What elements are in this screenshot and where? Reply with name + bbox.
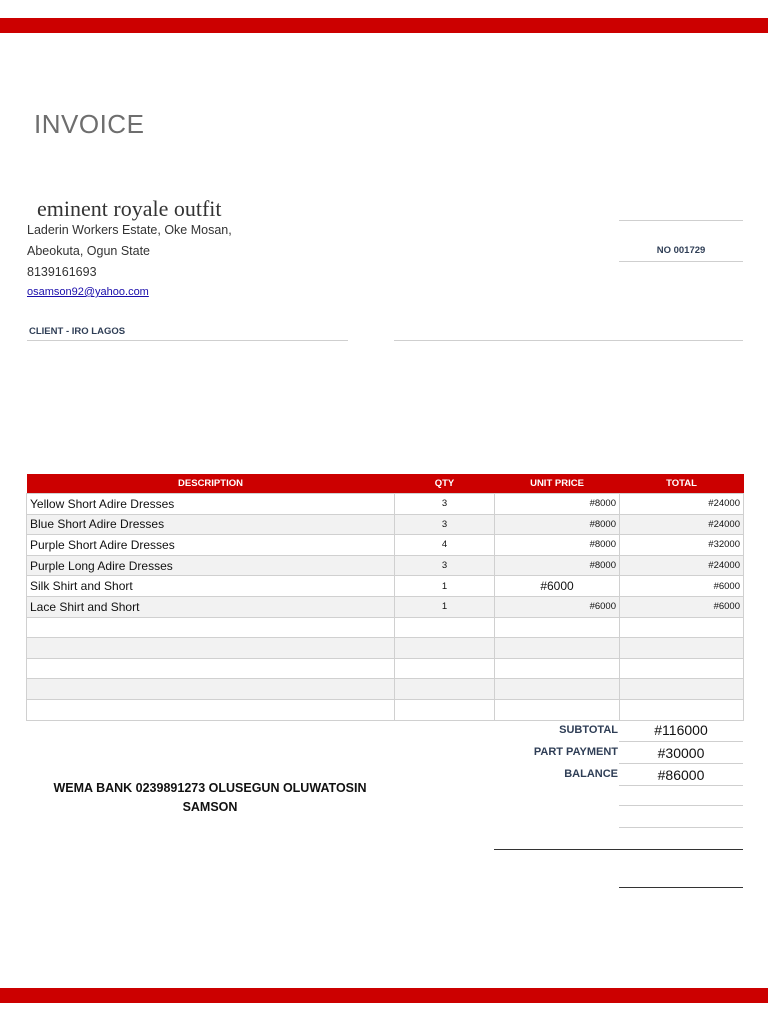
client-underline (27, 340, 348, 341)
cell-total (620, 679, 744, 700)
invoice-title: INVOICE (34, 109, 145, 139)
cell-total (620, 699, 744, 720)
email-link[interactable]: osamson92@yahoo.com (27, 286, 149, 298)
table-row (27, 699, 744, 720)
items-table (26, 474, 744, 721)
cell-total (620, 638, 744, 659)
table-row (27, 576, 744, 597)
cell-description (27, 699, 395, 720)
cell-total (620, 658, 744, 679)
cell-description (27, 679, 395, 700)
cell-qty (395, 638, 495, 659)
invoice-top-line (619, 220, 743, 221)
column-header-qty: QTY (395, 474, 495, 494)
cell-unit-price: #6000 (495, 576, 620, 597)
table-row (27, 514, 744, 535)
table-row (27, 596, 744, 617)
date-line (619, 887, 743, 888)
cell-total: #6000 (620, 576, 744, 597)
column-header-description: DESCRIPTION (27, 474, 395, 494)
subtotal-value: #116000 (654, 722, 708, 738)
cell-total: #24000 (620, 514, 744, 535)
cell-total (620, 617, 744, 638)
top-band (0, 18, 768, 33)
cell-total: #6000 (620, 596, 744, 617)
invoice-number: NO 001729 (656, 245, 706, 256)
cell-unit-price: #6000 (495, 596, 620, 617)
cell-qty: 1 (395, 576, 495, 597)
summary-line-5 (619, 827, 743, 828)
cell-unit-price: #8000 (495, 535, 620, 556)
part-payment-label: PART PAYMENT (533, 746, 618, 758)
cell-qty (395, 679, 495, 700)
cell-unit-price (495, 638, 620, 659)
cell-description (27, 658, 395, 679)
cell-total: #32000 (620, 535, 744, 556)
cell-description: Purple Long Adire Dresses (27, 555, 395, 576)
cell-description: Yellow Short Adire Dresses (27, 494, 395, 515)
bank-line-1: WEMA BANK 0239891273 OLUSEGUN OLUWATOSIN (53, 781, 367, 795)
table-row (27, 535, 744, 556)
table-row (27, 658, 744, 679)
cell-description: Purple Short Adire Dresses (27, 535, 395, 556)
column-header-total: TOTAL (620, 474, 744, 494)
signature-line (494, 849, 743, 850)
cell-unit-price (495, 658, 620, 679)
cell-qty (395, 658, 495, 679)
part-payment-value: #30000 (657, 745, 705, 761)
balance-underline (619, 785, 743, 786)
cell-description (27, 617, 395, 638)
cell-unit-price (495, 617, 620, 638)
bank-line-2: SAMSON (182, 800, 238, 814)
balance-label: BALANCE (564, 768, 618, 780)
cell-description: Silk Shirt and Short (27, 576, 395, 597)
cell-description: Blue Short Adire Dresses (27, 514, 395, 535)
table-row (27, 555, 744, 576)
cell-qty (395, 617, 495, 638)
bank-details (40, 779, 380, 817)
cell-qty: 3 (395, 494, 495, 515)
client-right-line (394, 340, 743, 341)
cell-qty: 4 (395, 535, 495, 556)
cell-unit-price (495, 699, 620, 720)
subtotal-underline (619, 741, 743, 742)
cell-total: #24000 (620, 494, 744, 515)
cell-qty: 3 (395, 514, 495, 535)
cell-description (27, 638, 395, 659)
bottom-band (0, 988, 768, 1003)
table-row (27, 679, 744, 700)
balance-value: #86000 (657, 767, 705, 783)
cell-unit-price: #8000 (495, 494, 620, 515)
cell-unit-price: #8000 (495, 514, 620, 535)
address-line-1: Laderin Workers Estate, Oke Mosan, (27, 223, 232, 237)
cell-total: #24000 (620, 555, 744, 576)
table-row (27, 638, 744, 659)
table-header-row (27, 474, 744, 494)
cell-qty (395, 699, 495, 720)
cell-unit-price: #8000 (495, 555, 620, 576)
cell-unit-price (495, 679, 620, 700)
part-payment-underline (619, 763, 743, 764)
summary-line-4 (619, 805, 743, 806)
company-name: eminent royale outfit (37, 196, 222, 221)
subtotal-label: SUBTOTAL (559, 724, 618, 736)
cell-description: Lace Shirt and Short (27, 596, 395, 617)
column-header-unit-price: UNIT PRICE (495, 474, 620, 494)
address-line-2: Abeokuta, Ogun State (27, 244, 151, 258)
invoice-number-underline (619, 261, 743, 262)
cell-qty: 1 (395, 596, 495, 617)
client-label: CLIENT - IRO LAGOS (29, 326, 126, 337)
cell-qty: 3 (395, 555, 495, 576)
phone-number: 8139161693 (27, 265, 97, 279)
table-row (27, 617, 744, 638)
table-row (27, 494, 744, 515)
